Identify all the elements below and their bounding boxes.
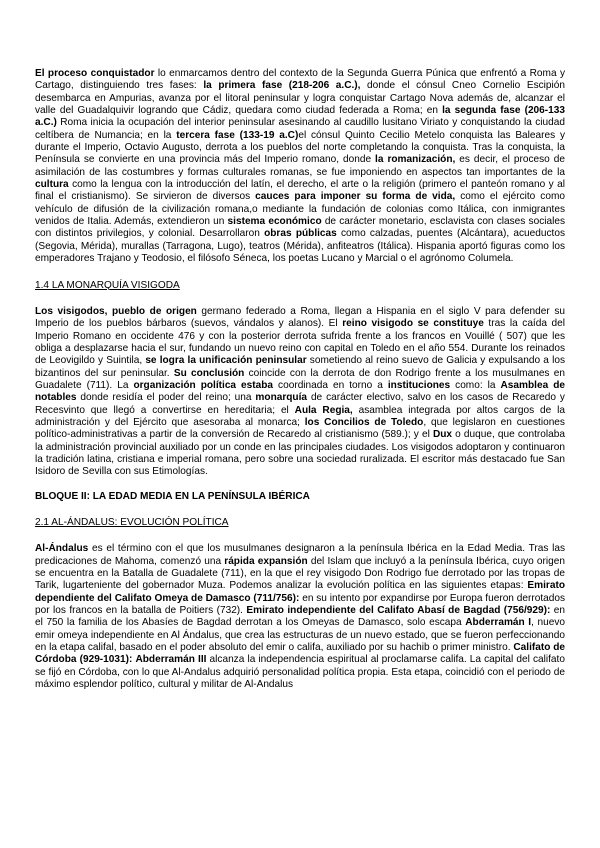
bold-run: Los visigodos, pueblo de origen — [35, 305, 197, 317]
bold-run: Emirato independiente del Califato Abasí de Bagdad (756/929): — [246, 605, 551, 617]
text-run: lo enmarcamos dentro del contexto de la Segunda Guerra Púnica que enfrentó a Roma y Cartago, distinguiendo tres fases: — [35, 68, 566, 92]
bold-run: la segunda fase (206-133 a.C.) — [35, 105, 565, 129]
text-run: , nuevo emir omeya independiente en Al Ándalus, que crea las estructuras de un nuevo estado, que se fueron perfeccionando en la etapa califal, basado en el poder absoluto del emir o califa, auxiliado por su hachib o primer ministro. — [35, 617, 565, 654]
bold-run: Dux — [432, 429, 453, 441]
bold-run: instituciones — [387, 379, 451, 391]
text-run: como el ejército como vehículo de difusión de la civilización romana,o mediante la fundación de colonias como Itálica, con inmigrantes venidos de Italia. Además, extendieron un — [35, 191, 565, 228]
text-run: tras la caída del Imperio Romano en occidente 476 y con la posterior derrota sufrida frente a los francos en Vouillé ( 507) que les obliga a desplazarse hacia el sur, fundando un nuevo reino con capital en Toledo en el año 554. Durante los reinados de Leovigildo y Suintila, — [35, 318, 566, 367]
text-run: germano federado a Roma, llegan a Hispania en el siglo V para defender su Imperio de los pueblos bárbaros (suevos, vándalos y alanos). El — [35, 305, 565, 330]
text-run: o duque, que controlaba la administración provincial auxiliado por un conde en las principales ciudades. Los visigodos adoptaron y continuaron la tradición latina, cristiana e imperial romana, pero sobre una sociedad ruralizada. El escritor más destacado fue San Isidoro de Sevilla con sus Etimologías. — [35, 429, 565, 478]
bold-run: Abderramán III — [135, 654, 207, 666]
paragraph-visigodos — [35, 306, 565, 479]
text-run: , que legislaron en cuestiones político-administrativas a partir de la conversión de Recaredo al cristianismo (589.); y el — [35, 416, 565, 441]
bold-run: cauces para imponer su forma de vida, — [255, 191, 456, 203]
bold-run: Califato de Córdoba (929-1031): — [35, 642, 565, 666]
heading-al-andalus: 2.1 AL-ÁNDALUS: EVOLUCIÓN POLÍTICA — [35, 517, 229, 528]
bold-run: El proceso conquistador — [35, 68, 155, 79]
text-run: el cónsul Quinto Cecilio Metelo conquista las Baleares y durante el Imperio, Octavio Augusto, derrota a los pueblos del norte completando la conquista. Tras la conquista, la Península se convierte en una provincia más del Imperio romano, donde — [35, 129, 565, 166]
paragraph-al-andalus — [35, 543, 565, 691]
bold-run: se logra la unificación peninsular — [145, 355, 307, 367]
bold-run: cultura — [35, 179, 69, 191]
heading-bloque-ii: BLOQUE II: LA EDAD MEDIA EN LA PENÍNSULA IBÉRICA — [35, 490, 310, 502]
text-run: alcanza la independencia espiritual al proclamarse califa. La capital del califato se fijó en Córdoba, con lo que Al-Andalus adquirió personalidad política propia. Esta etapa, coincidió con el periodo de máximo esplendor político, cultural y militar de Al-Andalus — [35, 654, 565, 691]
bold-run: Asamblea de notables — [35, 379, 565, 404]
bold-run: Aula Regia, — [294, 404, 353, 416]
bold-run: Al-Ándalus — [35, 543, 89, 555]
text-run: es decir, el proceso de asimilación de las costumbres y formas culturales romanas, se fue imponiendo en aspectos tan importantes de la — [35, 154, 565, 178]
bold-run: obras públicas — [264, 228, 337, 240]
bold-run: reino visigodo se constituye — [342, 318, 484, 330]
text-run: de carácter electivo, salvo en los casos de Recaredo y Recesvinto que llegó a convertirse en hereditaria; el — [35, 392, 565, 416]
heading-monarquia-visigoda: 1.4 LA MONARQUÍA VISIGODA — [35, 279, 180, 291]
text-run: es el término con el que los musulmanes designaron a la península Ibérica en la Edad Media. Tras las predicaciones de Mahoma, comenzó una — [35, 543, 565, 567]
bold-run: los Concilios de Toledo — [304, 416, 424, 428]
text-run: como la lengua con la introducción del latín, el derecho, el arte o la religión (primero el panteón romano y al final el cristianismo). Se sirvieron de diversos — [35, 179, 565, 203]
paragraph-proceso-conquistador — [35, 68, 565, 266]
bold-run: rápida expansión — [224, 555, 308, 567]
text-run: donde el cónsul Cneo Cornelio Escipión desembarca en Ampurias, avanza por el litoral peninsular y logra conquistar Cartago Nova además de, alcanzar el valle del Guadalquivir logrando que Cádiz, quedara como ciudad federada a Roma; en — [35, 80, 565, 117]
text-run: como: la — [450, 379, 501, 391]
bold-run: la romanización, — [375, 154, 456, 166]
text-run: asamblea integrada por altos cargos de la administración y del Ejército que asesoraba al monarca; — [35, 404, 566, 428]
text-run: Roma inicia la ocupación del interior peninsular asesinando al caudillo lusitano Viriato y conquistando la ciudad celtíbera de Numancia; en la — [35, 117, 565, 141]
bold-run: organización política estaba — [133, 379, 274, 391]
text-run: como calzadas, puentes (Alcántara), acueductos (Segovia, Mérida), murallas (Tarragona, Lugo), teatros (Mérida), anfiteatros (Itálica). Hispania aportó figuras como los emperadores Trajano y Teodosio, el filósofo Séneca, los poetas Lucano y Marcial o el agrónomo Columela. — [35, 228, 565, 265]
bold-run: monarquía — [255, 392, 308, 404]
text-run: en su intento por expandirse por Europa fueron derrotados por los francos en la batalla de Poitiers (732). — [35, 592, 566, 617]
text-run: coincide con la derrota de don Rodrigo frente a los musulmanes en Guadalete (711). La — [35, 367, 565, 391]
text-run: de carácter monetario, esclavista con clases sociales con distintos privilegios, y colonial. Desarrollaron — [35, 216, 565, 240]
text-run: sometiendo al reino suevo de Galicia y expulsando a los bizantinos del sur peninsular. — [35, 355, 565, 379]
bold-run: tercera fase (133-19 a.C) — [176, 129, 299, 141]
bold-run: Abderramán I — [465, 617, 532, 629]
document-page — [35, 68, 565, 691]
bold-run: sistema económico — [227, 216, 322, 228]
bold-run: Su conclusión — [173, 367, 245, 379]
text-run: en el 750 la familia de los Abasíes de Bagdad derrotan a los Omeyas de Damasco, solo escapa — [35, 605, 565, 629]
text-run: coordinada en torno a — [273, 379, 388, 391]
bold-run: Emirato dependiente del Califato Omeya de Damasco (711/756): — [35, 580, 565, 604]
text-run: donde residía el poder del reino; una — [76, 392, 256, 404]
bold-run: la primera fase (218-206 a.C.), — [203, 80, 361, 92]
text-run: del Islam que incluyó a la península Ibérica, cuyo origen se encuentra en la Batalla de Guadalete (711), en la que el rey visigodo Don Rodrigo fue derrotado por las tropas de Tarik, lugarteniente del gobernador Muza. Podemos analizar la evolución política en las siguientes etapas: — [35, 555, 565, 592]
